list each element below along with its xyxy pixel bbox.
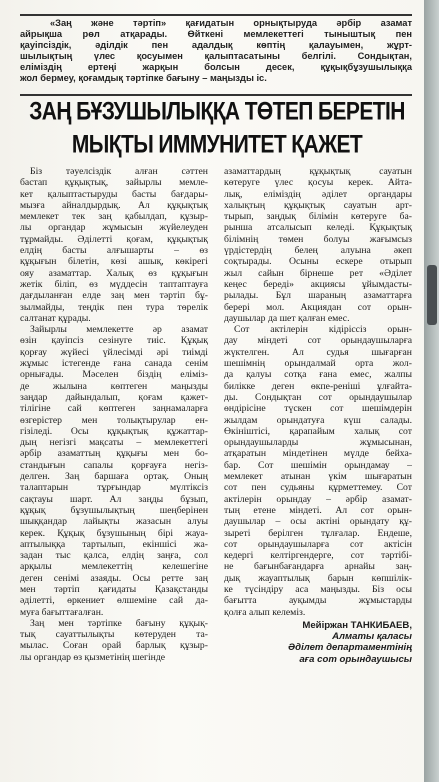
article-line: Зайырлы мемлекетте әр азамат (30, 324, 208, 336)
article-line: актілерін орындау – әрбір азамат- (224, 493, 412, 505)
article-line: тық сауаттылықты көтеруден та- (20, 629, 208, 641)
article-line: мемлекет тек заң қабылдап, құзыр- (20, 211, 208, 223)
article-line: Сот актілерін кідіріссіз орын- (234, 324, 412, 336)
article-line: лық, еліміздің әділет органдары (224, 188, 412, 200)
article-line: лы органдар жұмысын жүйелеуден (20, 222, 208, 234)
article-line: жұмыс істегенде ғана санада сенім (20, 358, 208, 370)
article-line: мен тәртіп қағидаты Қазақстанды (20, 583, 208, 595)
article-line: жүктелген. Ал судья шығарған (224, 346, 412, 358)
article-line: өндірісіне түскен сот шешімдерін (224, 403, 412, 415)
article-line: муға бағыттағалған. (20, 606, 104, 618)
article-line: бағытта ауқымды жұмыстарды (224, 595, 412, 607)
lead-line: айрықша рөл атқарады. Өйткені мемлекеттегі тыныштық пен (20, 29, 412, 39)
article-line: үрдістердің белең алуына әкеп (224, 245, 412, 257)
article-line: тілігіне сай көптеген заңнамаларға (20, 403, 208, 415)
article-line: қолға алып келеміз. (224, 606, 306, 618)
lead-line: жол бермеу, қоғамдық тәртіпке бағыну – маңызды іс. (20, 73, 267, 83)
article-line: ке түсіндіру аса маңызды. Біз осы (224, 583, 412, 595)
article-line: лы органдар өз қызметінің шегінде (20, 651, 166, 663)
article-line: зылмайды, теңдік пен тура төрелік (20, 301, 208, 313)
article-line: сақтауы шарт. Ал заңды бұзып, (20, 493, 208, 505)
article-line: дағдыланған елде заң мен тәртіп бұ- (20, 290, 208, 302)
article-line: әрбір азаматтың құқығы мен бо- (20, 448, 208, 460)
article-line: ды. Сондықтан сот орындаушылар (224, 391, 412, 403)
article-line: ояу азаматтар. Халық өз құқығын (20, 267, 208, 279)
article-line: стандығын сапалы қорғауға негіз- (20, 459, 208, 471)
article-line: сот орындаушыларға сот актісін (224, 538, 412, 550)
article-line: мылас. Соған орай барлық құзыр- (20, 640, 208, 652)
article-line: заңдар дайындалып, қоғам қажет- (20, 391, 208, 403)
article-line: жылдам орындатуға күш салады. (224, 414, 412, 426)
article-line: кедергі келтіргендерге, сот тәртібі- (224, 550, 412, 562)
viewer-edge (424, 0, 439, 782)
article-line: құқығын білетін, көзі ашық, көкірегі (20, 256, 208, 268)
article-line: тұрмайды. Әділетті қоғам, құқықтық (20, 233, 208, 245)
article-line: орнығады. Мәселен біздің еліміз- (20, 369, 208, 381)
article-line: дық жауаптылық барын көпшілік- (224, 572, 412, 584)
article-line: азаматтардың құқықтық сауатын (224, 166, 412, 177)
article-line: аптылыққа тартылып, екіншісі жа- (20, 538, 208, 550)
article-line: Заң мен тәртіпке бағыну құқық- (30, 617, 208, 629)
article-line: соқтырады. Осыны ескере отырып (224, 256, 412, 268)
article-line: шыққандар лайықты жазасын алуы (20, 516, 208, 528)
author-name: Мейіржан ТАНКИБАЕВ, (302, 619, 412, 631)
article-line: кет қалыптастыруды басты бағдары- (20, 188, 208, 200)
article-line: Біз тәуелсіздік алған сәттен (30, 166, 208, 177)
article-line: делген. Заң баршаға ортақ. Оның (20, 471, 208, 483)
lead-paragraph-box (20, 14, 412, 96)
article-line: де жылына көптеген маңызды (20, 380, 208, 392)
author-city: Алматы қаласы (332, 631, 412, 643)
article-line: көтеруге үлес қосуы керек. Айта- (224, 177, 412, 189)
lead-line: еліміздің ертеңі жарқын болсын десек, құқықбұзушылыққа (20, 62, 412, 72)
lead-paragraph (20, 16, 412, 84)
article-body (20, 166, 412, 776)
article-line: Өкініштісі, қарапайым халық сот (224, 425, 412, 437)
article-line: рылады. Бұл шараның азаматтарға (224, 290, 412, 302)
article-line: атқаратын міндетінен мүлде бейха- (224, 448, 412, 460)
article-line: жетік біліп, өз мүддесін таптаптауға (20, 278, 208, 290)
article-column-left (20, 166, 208, 663)
article-line: білімнің төмен болуы жағымсыз (224, 233, 412, 245)
headline-line: МЫҚТЫ ИММУНИТЕТ ҚАЖЕТ (71, 131, 363, 159)
article-line: арқылы мемлекеттің келешегіне (20, 561, 208, 573)
lead-line: «Заң және тәртіп» қағидатын орнықтыруда әрбір азамат (50, 18, 412, 28)
article-line: деген сенімі азаяды. Осы ретте заң (20, 572, 208, 584)
author-position: аға сот орындаушысы (299, 653, 412, 665)
article-line: талаптарын тұрғындар мүлтіксіз (20, 482, 208, 494)
article-headline (22, 96, 412, 162)
article-line: әділетті, өркениет өлшеміне сай да- (20, 595, 208, 607)
article-line: өзгерістер мен толықтырулар ен- (20, 414, 208, 426)
article-line: зыреті берілген тұлғалар. Ендеше, (224, 527, 412, 539)
headline-line: ЗАҢ БҰЗУШЫЛЫҚҚА ТӨТЕП БЕРЕТІН (29, 98, 405, 126)
article-line: задан тыс қалса, елдің заңға, сол (20, 550, 208, 562)
scroll-handle[interactable] (427, 265, 437, 325)
article-line: бар. Сот шешімін орындамау – (224, 459, 412, 471)
article-line: даушылар да шет қалған емес. (224, 312, 350, 324)
lead-line: шылықтың үлес қосуымен қалыптасатыны белгілі. Сондықтан, (20, 51, 412, 61)
article-line: гізіледі. Осы құқықтық құжаттар- (20, 425, 208, 437)
article-line: шешімнің орындалмай орта жол- (224, 358, 412, 370)
article-line: жыл сайын бірнеше рет «Әділет (224, 267, 412, 279)
article-line: орындаушыларды жұмысынан, (224, 437, 412, 449)
article-line: өзін қауіпсіз сезінуге тиіс. Құқық (20, 335, 208, 347)
article-column-right (224, 166, 412, 665)
article-line: мемлекет атынан үкім шығаратын (224, 471, 412, 483)
article-line: не бағынбағандарға арнайы заң- (224, 561, 412, 573)
article-line: билікке деген өкпе-реніші ұлғайта- (224, 380, 412, 392)
author-department: Әділет департаментінің (287, 642, 412, 654)
article-line: бастап құқықтық, зайырлы мемле- (20, 177, 208, 189)
article-line: сот пен судьяны құрметтемеу. Сот (224, 482, 412, 494)
lead-line: қауіпсіздік, әділдік пен адалдық көптің қалауымен, жұрт- (20, 40, 412, 50)
article-line: рынша атсалысып келеді. Құқықтық (224, 222, 412, 234)
article-line: даушылар – осы актіні орындату құ- (224, 516, 412, 528)
article-line: берері мол. Акциядан сот орын- (224, 301, 412, 313)
article-line: елдің басты алғышарты – өз (20, 245, 208, 257)
article-line: дың негізгі мақсаты – мемлекеттегі (20, 437, 208, 449)
article-line: қорғау жүйесі үйлесімді әрі тиімді (20, 346, 208, 358)
article-line: құқық бұзушылықтың шеңберінен (20, 504, 208, 516)
article-line: халықтың құқықтық сауатын арт- (224, 199, 412, 211)
article-line: керек. Құқық бұзушының бірі жауа- (20, 527, 208, 539)
article-line: да қалуы сотқа ғана емес, жалпы (224, 369, 412, 381)
article-line: мызға айналдырдық. Ал құқықтық (20, 199, 208, 211)
article-line: дау міндеті сот орындаушыларға (224, 335, 412, 347)
article-line: кеңес береді» акциясы ұйымдасты- (224, 278, 412, 290)
article-line: тың етене міндеті. Ал сот орын- (224, 504, 412, 516)
article-line: тырып, заңдық білімін көтеруге ба- (224, 211, 412, 223)
article-line: салтанат құрады. (20, 312, 91, 324)
